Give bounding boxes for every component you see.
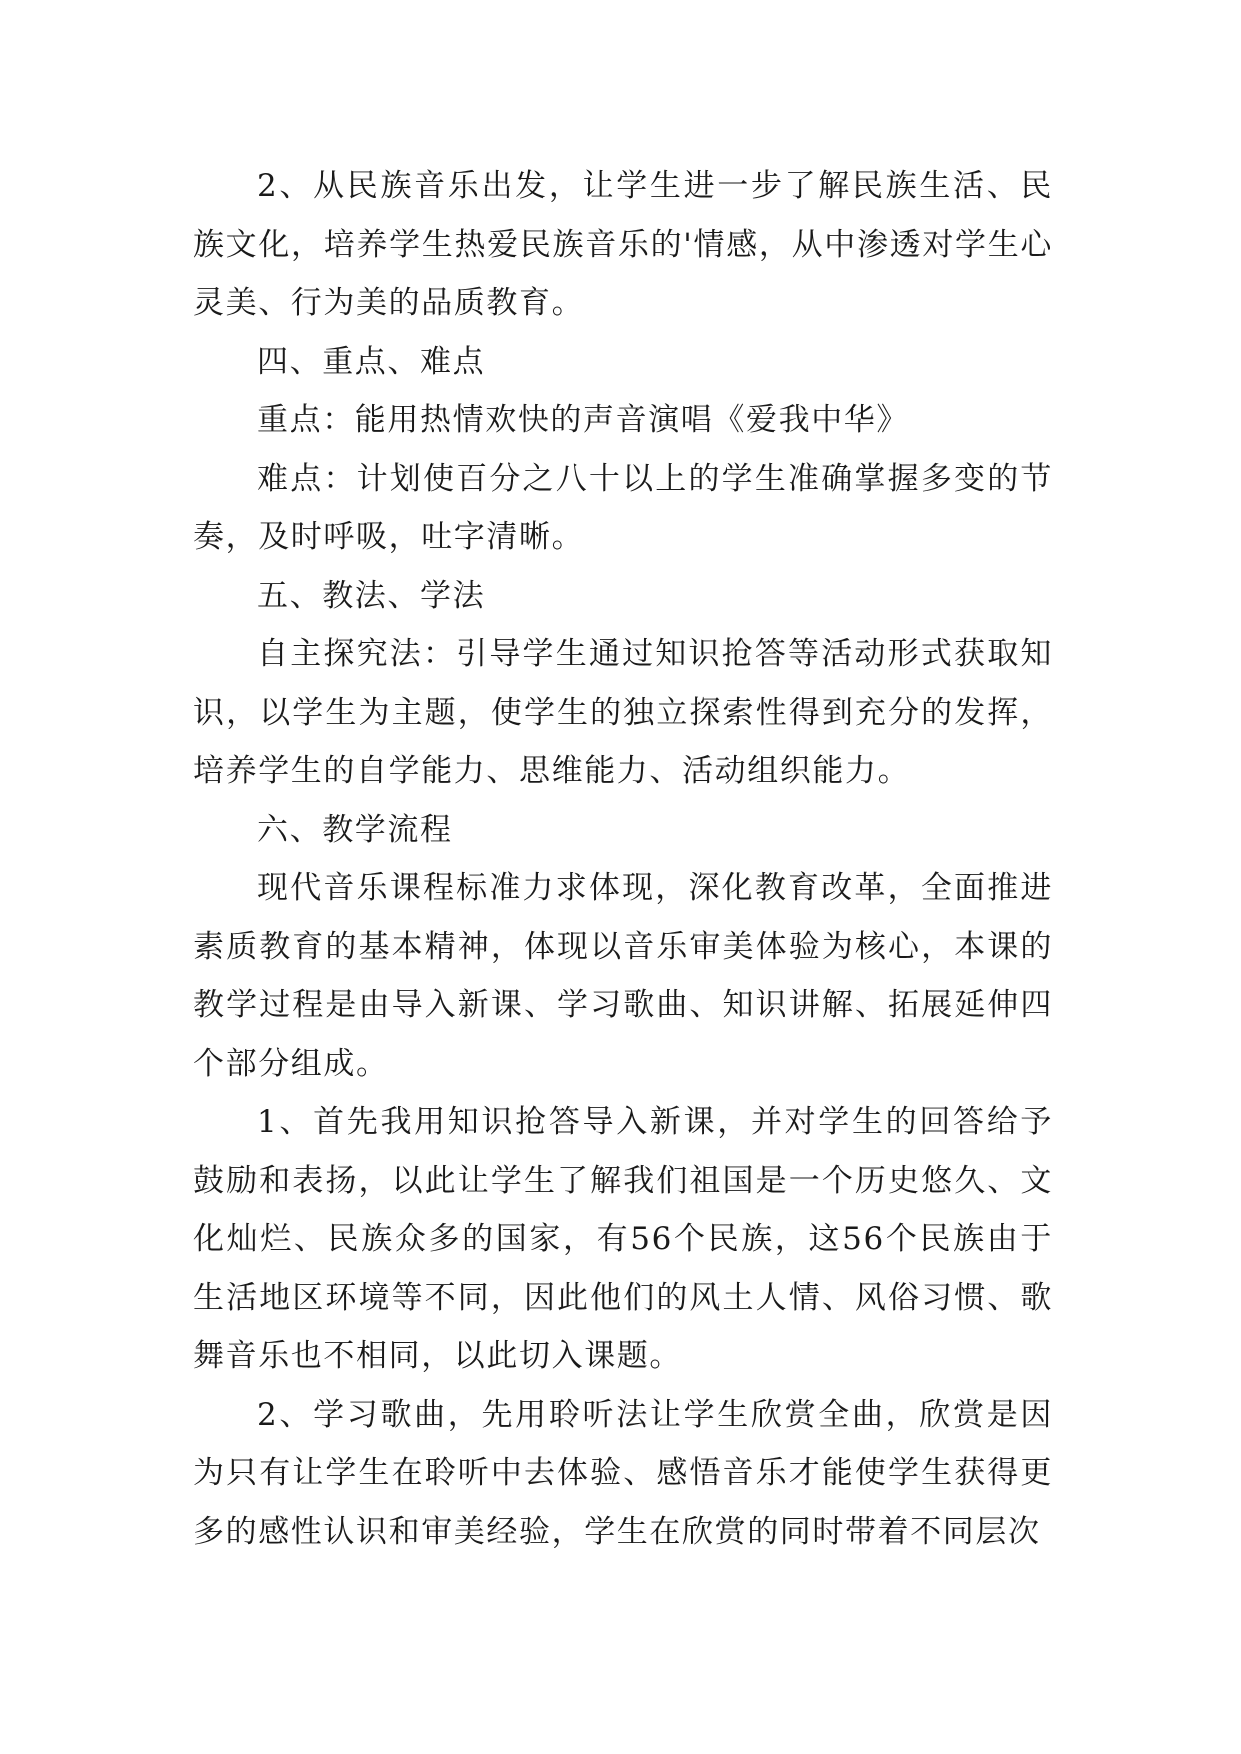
section-heading-teaching-methods: 五、教法、学法: [257, 577, 486, 614]
paragraph-objective-2: 2、从民族音乐出发，让学生进一步了解民族生活、民族文化，培养学生热爱民族音乐的'情感，从中渗透对学生心灵美、行为美的品质教育。: [193, 168, 1053, 321]
paragraph-difficult-point: 难点：计划使百分之八十以上的学生准确掌握多变的节奏，及时呼吸，吐字清晰。: [193, 460, 1053, 555]
section-heading-teaching-process: 六、教学流程: [257, 811, 453, 848]
paragraph-key-point: 重点：能用热情欢快的声音演唱《爱我中华》: [257, 402, 909, 438]
document-body: [193, 157, 1053, 1561]
paragraph-process-step-2: 2、学习歌曲，先用聆听法让学生欣赏全曲，欣赏是因为只有让学生在聆听中去体验、感悟音乐才能使学生获得更多的感性认识和审美经验，学生在欣赏的同时带着不同层次: [193, 1396, 1053, 1550]
paragraph-process-overview: 现代音乐课程标准力求体现，深化教育改革，全面推进素质教育的基本精神，体现以音乐审美体验为核心，本课的教学过程是由导入新课、学习歌曲、知识讲解、拓展延伸四个部分组成。: [193, 870, 1053, 1082]
paragraph-self-inquiry-method: 自主探究法：引导学生通过知识抢答等活动形式获取知识，以学生为主题，使学生的独立探索性得到充分的发挥，培养学生的自学能力、思维能力、活动组织能力。: [193, 636, 1053, 789]
section-heading-key-difficult-points: 四、重点、难点: [257, 343, 486, 380]
paragraph-process-step-1: 1、首先我用知识抢答导入新课，并对学生的回答给予鼓励和表扬，以此让学生了解我们祖国是一个历史悠久、文化灿烂、民族众多的国家，有56个民族，这56个民族由于生活地区环境等不同，因此他们的风土人情、风俗习惯、歌舞音乐也不相同，以此切入课题。: [193, 1104, 1053, 1374]
